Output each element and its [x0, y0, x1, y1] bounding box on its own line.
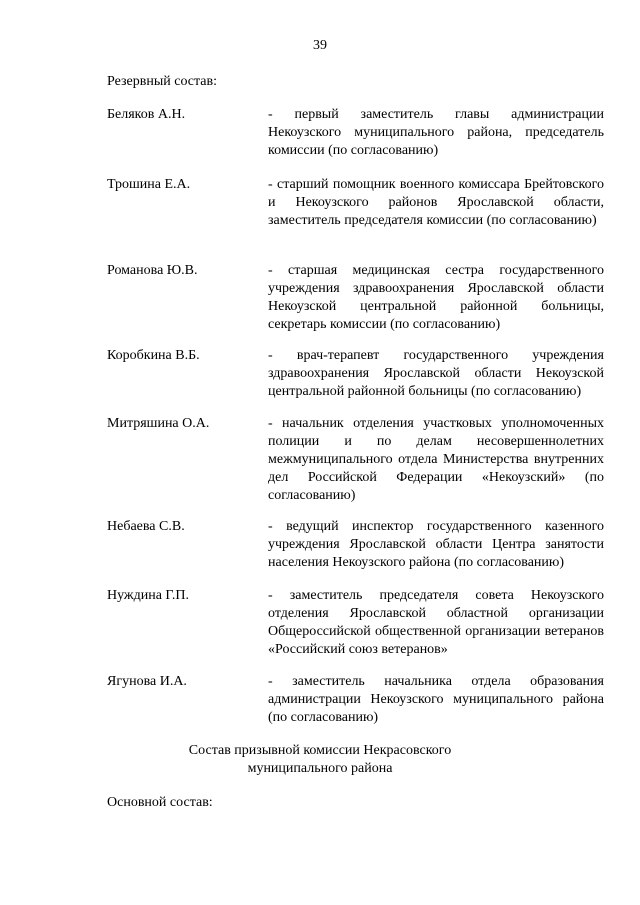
member-name: Коробкина В.Б. — [107, 348, 200, 363]
section-title — [0, 742, 640, 778]
section-title-line2: муниципального района — [247, 761, 393, 776]
member-name: Небаева С.В. — [107, 519, 185, 534]
member-role: - начальник отделения участковых уполномоченных полиции и по делам несовершеннолетних межмуниципального отдела Министерства внутренних дел Российской Федерации «Некоузский» (по согласованию) — [268, 416, 604, 503]
member-name: Митряшина О.А. — [107, 416, 210, 431]
main-heading: Основной состав: — [107, 795, 213, 810]
member-role: - первый заместитель главы администрации Некоузского муниципального района, председатель комиссии (по согласованию) — [268, 107, 604, 158]
member-name: Ягунова И.А. — [107, 674, 187, 689]
member-role: - старшая медицинская сестра государственного учреждения здравоохранения Ярославской области Некоузской центральной районной больницы, секретарь комиссии (по согласованию) — [268, 263, 604, 332]
member-name: Романова Ю.В. — [107, 263, 198, 278]
member-role: - врач-терапевт государственного учреждения здравоохранения Ярославской области Некоузской центральной районной больницы (по согласованию) — [268, 348, 604, 399]
section-title-line1: Состав призывной комиссии Некрасовского — [188, 743, 452, 758]
member-role: - ведущий инспектор государственного казенного учреждения Ярославской области Центра занятости населения Некоузского района (по согласованию) — [268, 519, 604, 570]
member-name: Трошина Е.А. — [107, 177, 191, 192]
member-role: - заместитель председателя совета Некоузского отделения Ярославской областной организации Общероссийской общественной организации ветеранов «Российский союз ветеранов» — [268, 588, 604, 657]
page-number: 39 — [313, 38, 327, 53]
member-name: Нуждина Г.П. — [107, 588, 190, 603]
member-name: Беляков А.Н. — [107, 107, 186, 122]
reserve-heading: Резервный состав: — [107, 74, 218, 89]
member-role: - старший помощник военного комиссара Брейтовского и Некоузского районов Ярославской области, заместитель председателя комиссии (по согласованию) — [268, 177, 604, 228]
member-role: - заместитель начальника отдела образования администрации Некоузского муниципального района (по согласованию) — [268, 674, 604, 725]
